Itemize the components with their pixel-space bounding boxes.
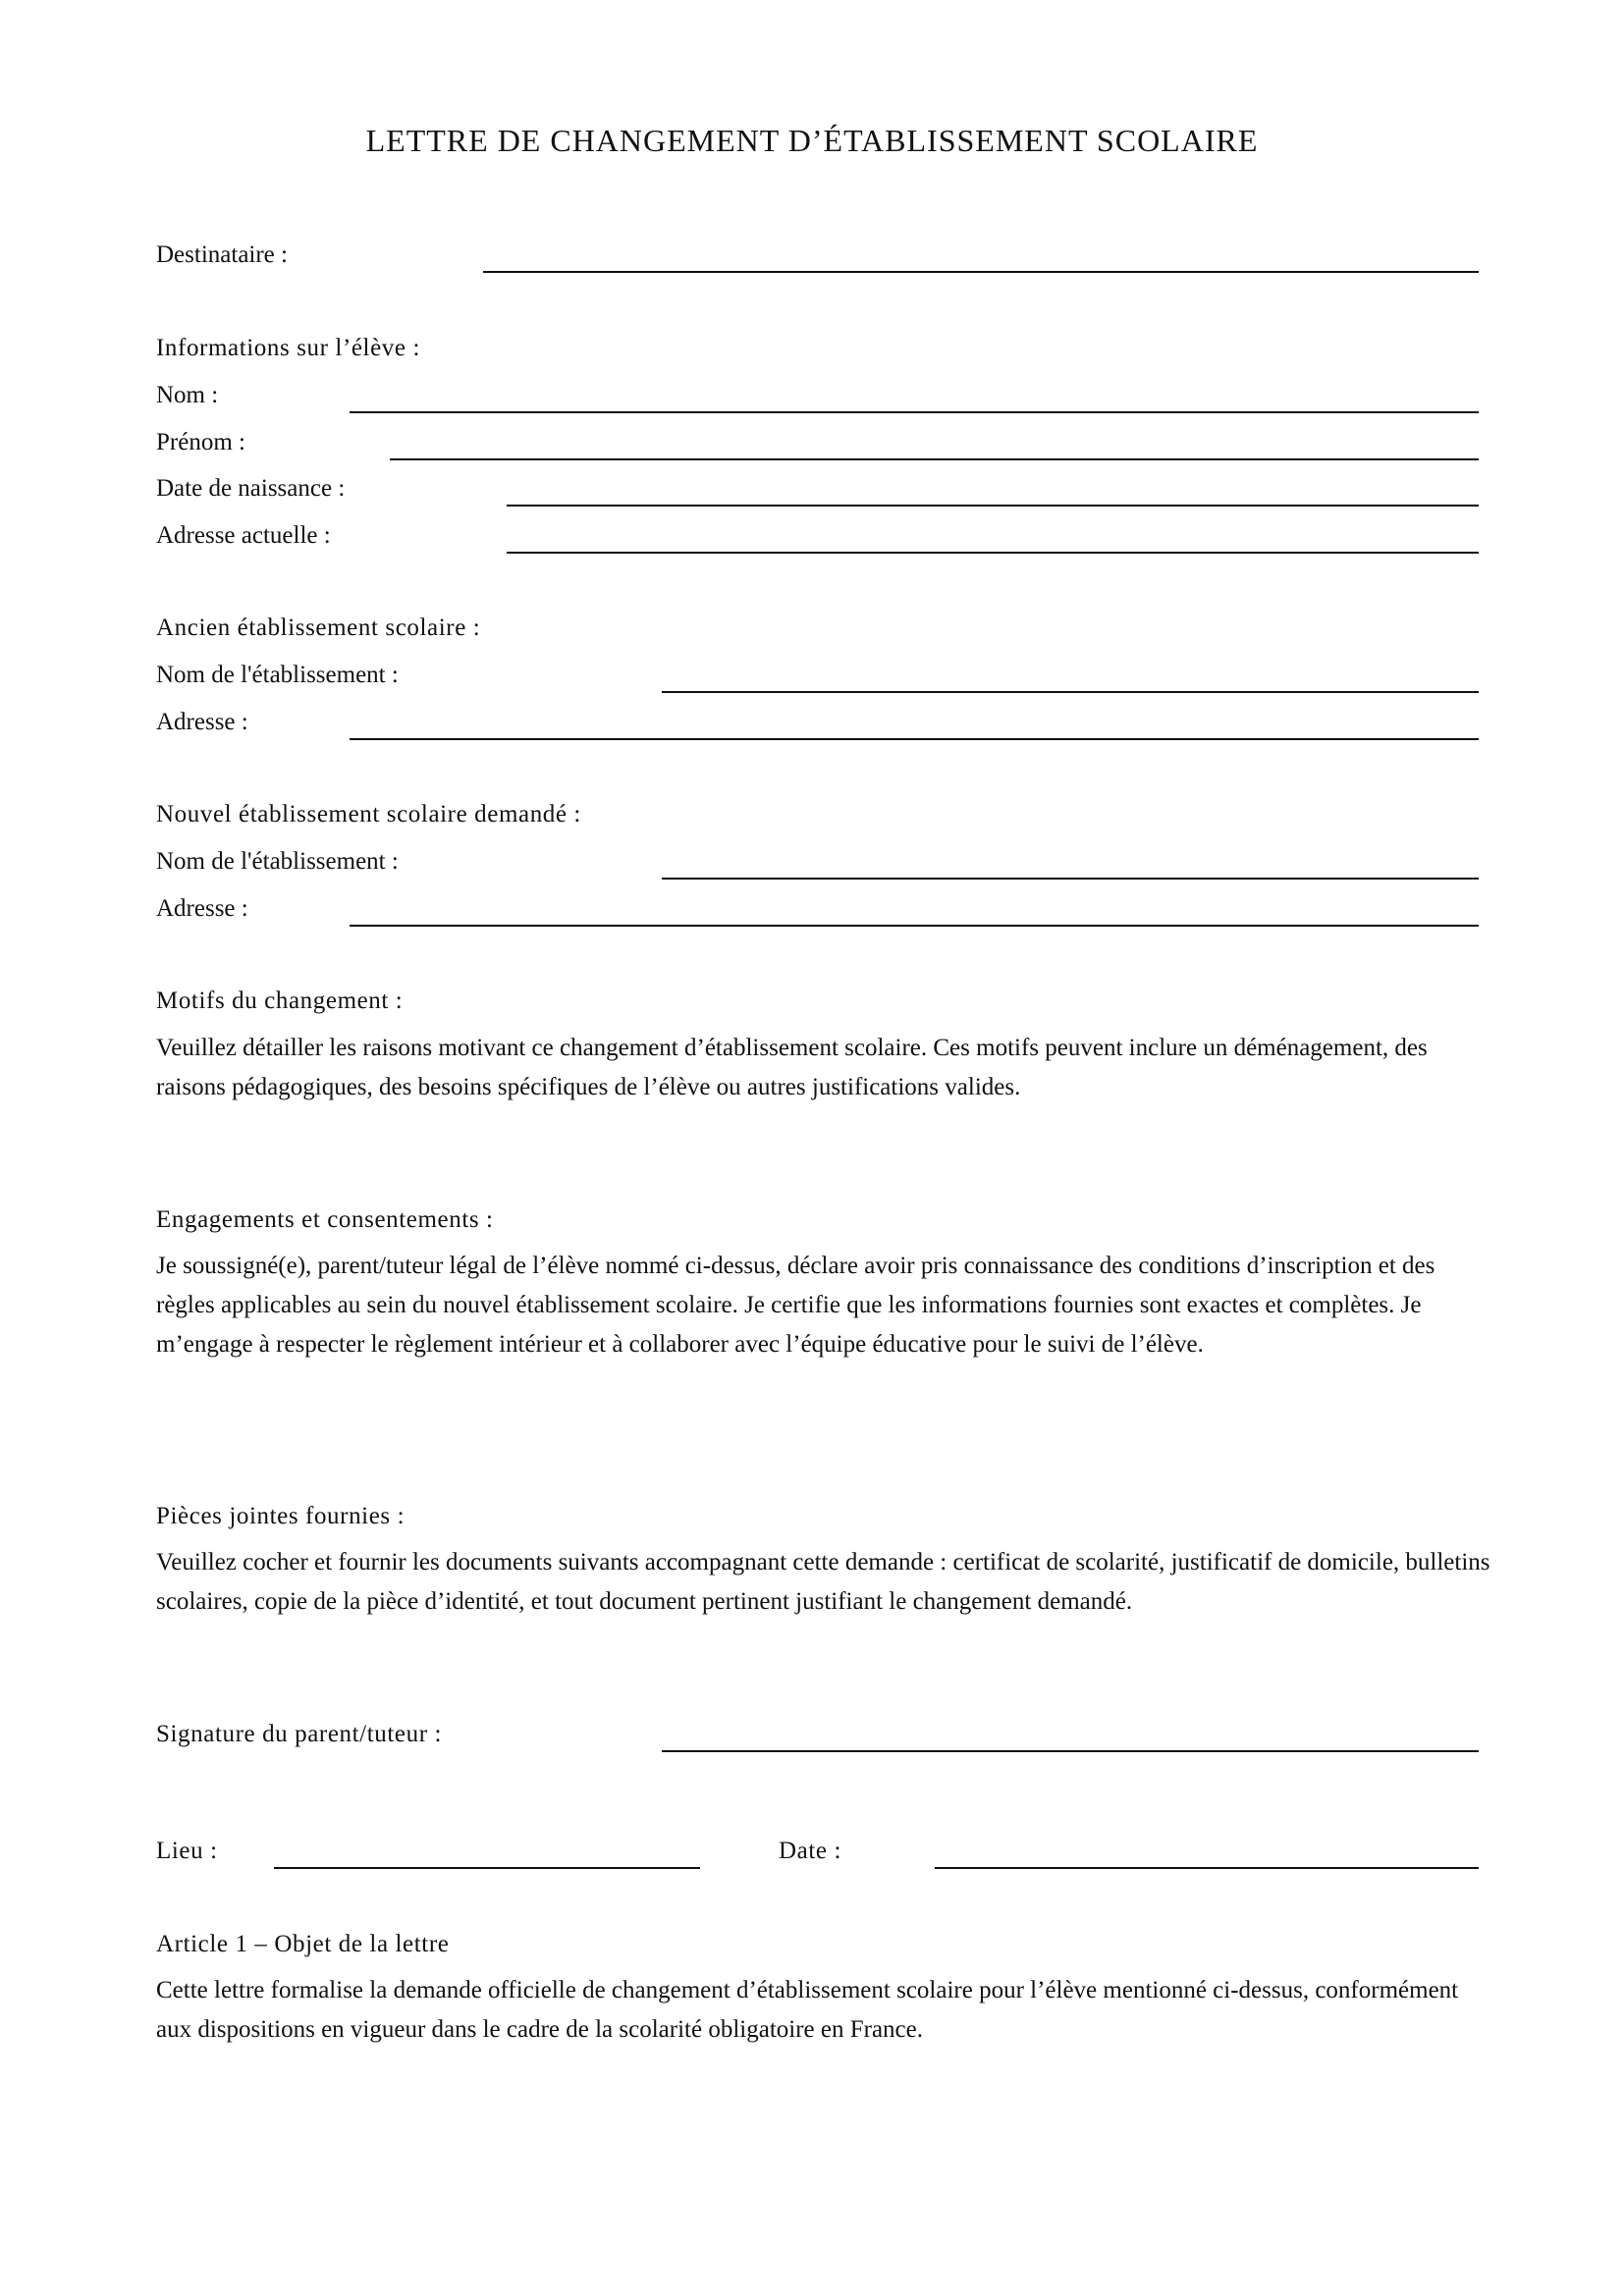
eleve-date-naissance-label: Date de naissance : [156, 475, 346, 502]
date-label: Date : [779, 1838, 841, 1864]
article-text: Cette lettre formalise la demande officielle de changement d’établissement scolaire pour l’élève mentionné ci-dessus, conformément aux dispositions en vigueur dans le cadre de la scolarité obligatoire en France. [156, 1977, 1459, 2043]
signature-label: Signature du parent/tuteur : [156, 1721, 443, 1747]
eleve-adresse-label: Adresse actuelle : [156, 522, 331, 549]
ancien-nom-field[interactable] [662, 691, 1479, 693]
motifs-text: Veuillez détailler les raisons motivant ce changement d’établissement scolaire. Ces motifs peuvent inclure un déménagement, des raisons pédagogiques, des besoins spécifiques de l’élève ou autres justifications valides. [156, 1035, 1428, 1100]
nouveau-adresse-field[interactable] [350, 925, 1479, 927]
eleve-nom-field[interactable] [350, 411, 1479, 413]
date-field[interactable] [935, 1867, 1479, 1869]
ancien-section-heading: Ancien établissement scolaire : [156, 614, 481, 641]
eleve-prenom-field[interactable] [390, 458, 1479, 460]
pieces-heading: Pièces jointes fournies : [156, 1503, 406, 1529]
motifs-heading: Motifs du changement : [156, 988, 404, 1014]
pieces-text: Veuillez cocher et fournir les documents suivants accompagnant cette demande : certificat de scolarité, justificatif de domicile, bulletins scolaires, copie de la pièce d’identité, et tout document pertinent justifiant le changement demandé. [156, 1549, 1490, 1615]
nouveau-section-heading: Nouvel établissement scolaire demandé : [156, 801, 581, 828]
nouveau-nom-label: Nom de l'établissement : [156, 848, 399, 875]
ancien-adresse-field[interactable] [350, 738, 1479, 740]
signature-field[interactable] [662, 1750, 1479, 1752]
lieu-label: Lieu : [156, 1838, 218, 1864]
eleve-adresse-field[interactable] [507, 552, 1479, 554]
eleve-nom-label: Nom : [156, 382, 219, 408]
eleve-section-heading: Informations sur l’élève : [156, 335, 420, 361]
ancien-adresse-label: Adresse : [156, 709, 248, 735]
ancien-nom-label: Nom de l'établissement : [156, 662, 399, 688]
eleve-prenom-label: Prénom : [156, 429, 245, 455]
lieu-field[interactable] [274, 1867, 700, 1869]
article-heading: Article 1 – Objet de la lettre [156, 1931, 450, 1957]
eleve-date-naissance-field[interactable] [507, 505, 1479, 507]
nouveau-nom-field[interactable] [662, 878, 1479, 880]
document-title: LETTRE DE CHANGEMENT D’ÉTABLISSEMENT SCOLAIRE [365, 123, 1259, 158]
engagements-text: Je soussigné(e), parent/tuteur légal de l’élève nommé ci-dessus, déclare avoir pris connaissance des conditions d’inscription et des règles applicables au sein du nouvel établissement scolaire. Je certifie que les informations fournies sont exactes et complètes. Je m’engage à respecter le règlement intérieur et à collaborer avec l’équipe éducative pour le suivi de l’élève. [156, 1253, 1435, 1358]
destinataire-field[interactable] [483, 271, 1479, 273]
destinataire-label: Destinataire : [156, 241, 288, 268]
engagements-heading: Engagements et consentements : [156, 1206, 494, 1233]
nouveau-adresse-label: Adresse : [156, 895, 248, 922]
